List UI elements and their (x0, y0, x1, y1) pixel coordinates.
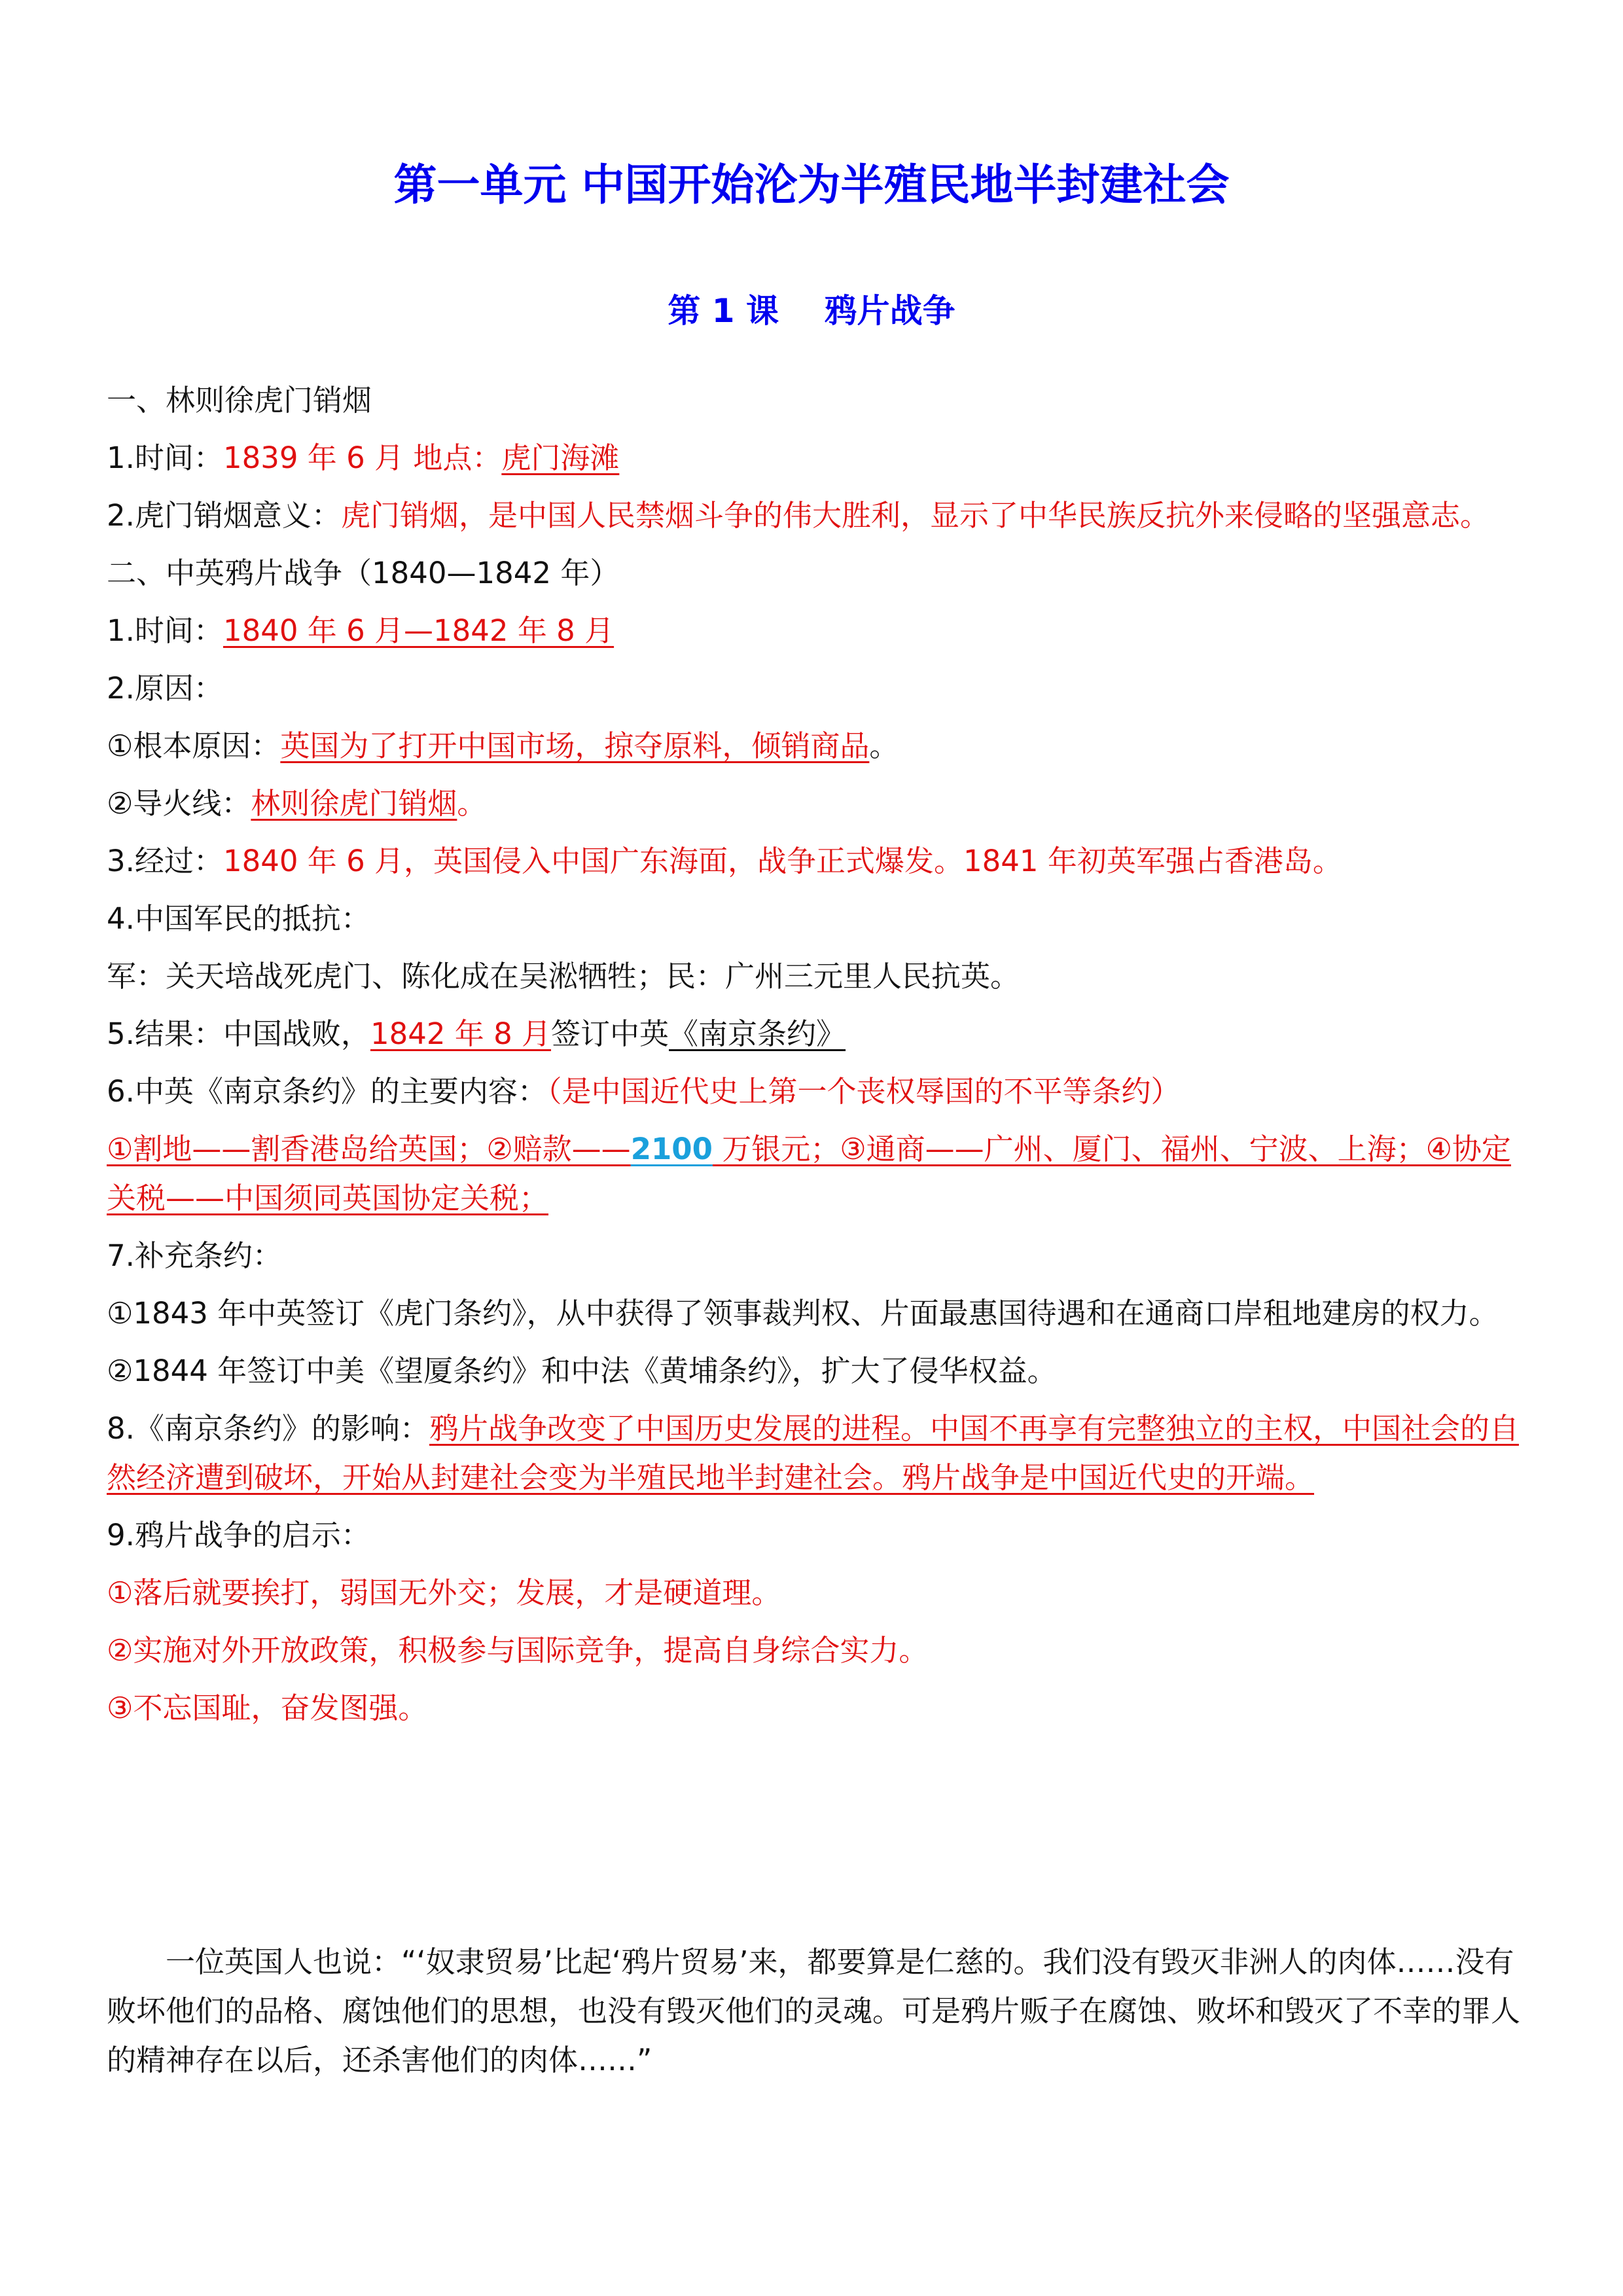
quote-paragraph: 一位英国人也说：“‘奴隶贸易’比起‘鸦片贸易’来，都要算是仁慈的。我们没有毁灭非洲人的肉体……没有败坏他们的品格、腐蚀他们的思想，也没有毁灭他们的灵魂。可是鸦片贩子在腐蚀、败坏和毁灭了不幸的罪人的精神存在以后，还杀害他们的肉体……” (107, 1945, 1521, 2077)
label: ①根本原因： (107, 728, 281, 763)
result-date: 1842 年 8 月 (370, 1016, 552, 1051)
process-line (107, 836, 1530, 894)
supplementary-label: 7.补充条约： (107, 1238, 282, 1273)
treaty-name: 《南京条约》 (669, 1016, 846, 1051)
treaty-content-value (107, 1124, 1530, 1223)
process-value: 1840 年 6 月，英国侵入中国广东海面，战争正式爆发。1841 年初英军强占香港岛。 (223, 844, 1342, 878)
content-part-1: ①割地——割香港岛给英国；②赔款—— (107, 1132, 631, 1166)
lesson-1: ①落后就要挨打，弱国无外交；发展，才是硬道理。 (107, 1575, 781, 1610)
content-part-2: 万银元；③通商——广州、厦门、福州、宁波、上海；④协定关税——中国须同英国协定关税； (107, 1132, 1511, 1215)
place-value: 虎门海滩 (501, 440, 620, 475)
label: 5.结果：中国战败， (107, 1016, 370, 1051)
treaty-content-heading (107, 1067, 1530, 1124)
label: ②导火线： (107, 786, 251, 821)
label: 8.《南京条约》的影响： (107, 1411, 429, 1446)
resistance-value: 军：关天培战死虎门、陈化成在吴淞牺牲；民：广州三元里人民抗英。 (107, 959, 1020, 994)
significance-value: 虎门销烟，是中国人民禁烟斗争的伟大胜利，显示了中华民族反抗外来侵略的坚强意志。 (340, 498, 1489, 533)
time-value: 1840 年 6 月—1842 年 8 月 (223, 613, 615, 648)
text: 签订中英 (551, 1016, 669, 1051)
section-2-heading: 二、中英鸦片战争（1840—1842 年） (107, 556, 620, 590)
resistance-label: 4.中国军民的抵抗： (107, 901, 370, 936)
lesson-3: ③不忘国耻，奋发图强。 (107, 1691, 428, 1725)
label: 6.中英《南京条约》的主要内容： (107, 1074, 547, 1109)
label: 2.虎门销烟意义： (107, 498, 341, 533)
time-value: 1839 年 6 月 (223, 440, 414, 475)
indemnity-amount: 2100 (630, 1132, 713, 1166)
s1-significance-line (107, 491, 1530, 540)
s2-cause-label: 2.原因： (107, 671, 223, 706)
unit-title: 第一单元 中国开始沦为半殖民地半封建社会 (393, 160, 1230, 210)
label: 1.时间： (107, 440, 223, 475)
punct: 。 (457, 786, 487, 821)
impact-value: 鸦片战争改变了中国历史发展的进程。中国不再享有完整独立的主权，中国社会的自然经济遭到破坏，开始从封建社会变为半殖民地半封建社会。鸦片战争是中国近代史的开端。 (107, 1411, 1519, 1495)
punct: 。 (869, 728, 899, 763)
result-line (107, 1009, 1530, 1067)
s2-time-line (107, 606, 1530, 664)
fuse-value: 林则徐虎门销烟 (251, 786, 457, 821)
notes-body (107, 376, 1530, 1741)
root-cause-value: 英国为了打开中国市场，掠夺原料，倾销商品 (280, 728, 870, 763)
lesson-title: 第 1 课 鸦片战争 (668, 292, 955, 330)
lessons-label: 9.鸦片战争的启示： (107, 1518, 370, 1552)
label: 1.时间： (107, 613, 223, 648)
fuse-line (107, 779, 1530, 836)
lesson-2: ②实施对外开放政策，积极参与国际竞争，提高自身综合实力。 (107, 1633, 929, 1668)
section-1-heading: 一、林则徐虎门销烟 (107, 383, 372, 418)
s1-time-line (107, 433, 1530, 491)
label: 地点： (413, 440, 502, 475)
impact-line (107, 1404, 1530, 1502)
root-cause-line (107, 721, 1530, 779)
label: 3.经过： (107, 844, 223, 878)
treaty-note: （是中国近代史上第一个丧权辱国的不平等条约） (546, 1074, 1181, 1109)
supplementary-1: ①1843 年中英签订《虎门条约》，从中获得了领事裁判权、片面最惠国待遇和在通商口岸租地建房的权力。 (107, 1296, 1499, 1331)
supplementary-2: ②1844 年签订中美《望厦条约》和中法《黄埔条约》，扩大了侵华权益。 (107, 1354, 1057, 1388)
